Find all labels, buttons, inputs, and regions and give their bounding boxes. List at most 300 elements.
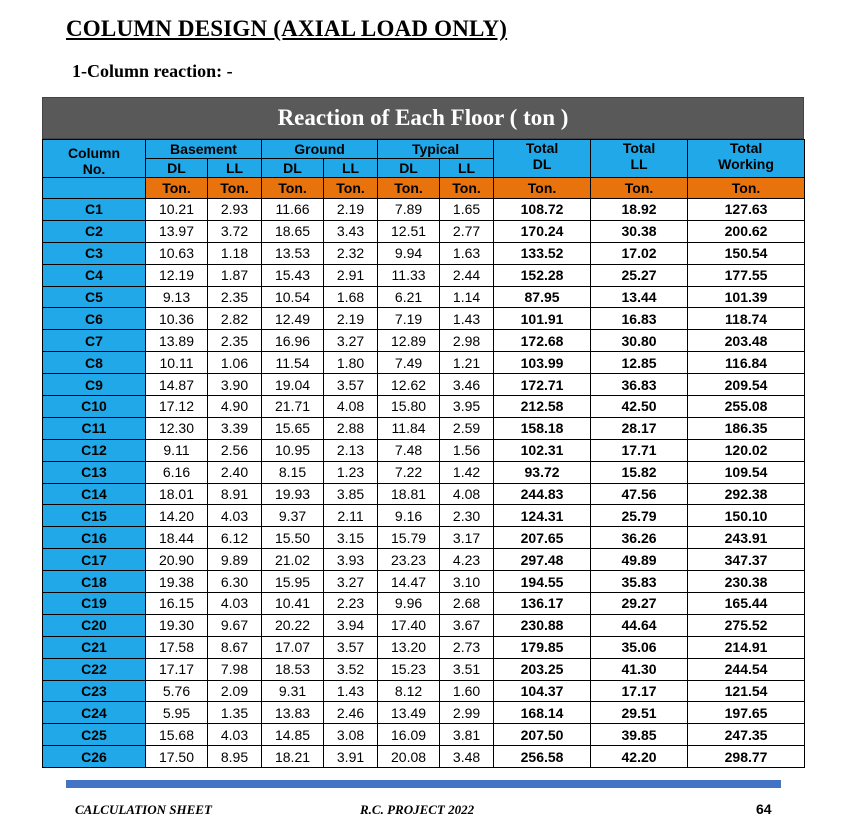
cell-total-ll: 29.27	[591, 593, 688, 615]
cell-ground-dl: 21.02	[262, 549, 324, 571]
cell-ground-ll: 3.57	[324, 636, 378, 658]
header-total-ll-line1: Total	[622, 140, 656, 156]
cell-column-id: C20	[43, 614, 146, 636]
cell-total-dl: 194.55	[494, 571, 591, 593]
cell-column-id: C3	[43, 242, 146, 264]
cell-ground-dl: 13.53	[262, 242, 324, 264]
cell-basement-ll: 8.91	[208, 483, 262, 505]
cell-basement-dl: 10.11	[146, 352, 208, 374]
cell-ground-dl: 13.83	[262, 702, 324, 724]
cell-basement-dl: 17.12	[146, 396, 208, 418]
cell-total-ll: 17.02	[591, 242, 688, 264]
cell-typical-dl: 13.49	[378, 702, 440, 724]
cell-basement-dl: 10.36	[146, 308, 208, 330]
cell-total-ll: 12.85	[591, 352, 688, 374]
cell-total-dl: 297.48	[494, 549, 591, 571]
cell-typical-ll: 2.99	[440, 702, 494, 724]
cell-total-working: 275.52	[688, 614, 805, 636]
cell-total-ll: 30.80	[591, 330, 688, 352]
cell-total-dl: 104.37	[494, 680, 591, 702]
cell-typical-dl: 12.89	[378, 330, 440, 352]
header-total-working-line1: Total	[729, 140, 763, 156]
cell-typical-dl: 7.19	[378, 308, 440, 330]
cell-basement-ll: 9.67	[208, 614, 262, 636]
header-ground-ll: LL	[324, 159, 378, 178]
cell-total-dl: 124.31	[494, 505, 591, 527]
cell-ground-ll: 3.93	[324, 549, 378, 571]
table-row	[43, 308, 805, 330]
cell-basement-dl: 12.30	[146, 417, 208, 439]
cell-total-dl: 212.58	[494, 396, 591, 418]
cell-ground-dl: 9.37	[262, 505, 324, 527]
table-row	[43, 593, 805, 615]
page-number: 64	[756, 801, 772, 817]
table-row	[43, 396, 805, 418]
cell-ground-ll: 2.23	[324, 593, 378, 615]
unit-cell: Ton.	[208, 178, 262, 199]
cell-column-id: C17	[43, 549, 146, 571]
cell-column-id: C15	[43, 505, 146, 527]
cell-ground-dl: 11.54	[262, 352, 324, 374]
cell-typical-dl: 12.51	[378, 220, 440, 242]
unit-cell: Ton.	[688, 178, 805, 199]
table-row	[43, 461, 805, 483]
cell-total-ll: 35.06	[591, 636, 688, 658]
cell-typical-dl: 9.94	[378, 242, 440, 264]
cell-total-working: 347.37	[688, 549, 805, 571]
reaction-table-container	[42, 97, 804, 768]
reaction-table-body	[43, 199, 805, 768]
cell-typical-ll: 3.51	[440, 658, 494, 680]
cell-total-ll: 29.51	[591, 702, 688, 724]
cell-basement-dl: 10.63	[146, 242, 208, 264]
cell-typical-dl: 23.23	[378, 549, 440, 571]
table-banner: Reaction of Each Floor ( ton )	[42, 97, 804, 139]
cell-ground-dl: 18.65	[262, 220, 324, 242]
cell-basement-ll: 2.09	[208, 680, 262, 702]
cell-basement-dl: 16.15	[146, 593, 208, 615]
cell-basement-dl: 9.11	[146, 439, 208, 461]
cell-column-id: C7	[43, 330, 146, 352]
cell-ground-ll: 3.08	[324, 724, 378, 746]
cell-basement-ll: 4.03	[208, 593, 262, 615]
cell-typical-ll: 3.46	[440, 374, 494, 396]
cell-basement-ll: 1.18	[208, 242, 262, 264]
cell-total-dl: 207.50	[494, 724, 591, 746]
unit-cell: Ton.	[262, 178, 324, 199]
cell-column-id: C12	[43, 439, 146, 461]
cell-total-working: 200.62	[688, 220, 805, 242]
cell-typical-ll: 1.56	[440, 439, 494, 461]
unit-cell: Ton.	[591, 178, 688, 199]
cell-typical-ll: 4.23	[440, 549, 494, 571]
header-total-dl-line1: Total	[525, 140, 559, 156]
cell-total-ll: 47.56	[591, 483, 688, 505]
cell-ground-ll: 2.91	[324, 264, 378, 286]
table-row	[43, 702, 805, 724]
table-row	[43, 746, 805, 768]
cell-basement-dl: 14.87	[146, 374, 208, 396]
cell-ground-ll: 3.91	[324, 746, 378, 768]
unit-row	[43, 178, 805, 199]
cell-basement-ll: 3.90	[208, 374, 262, 396]
header-ground: Ground	[262, 140, 378, 159]
cell-typical-dl: 14.47	[378, 571, 440, 593]
cell-total-working: 292.38	[688, 483, 805, 505]
cell-basement-dl: 9.13	[146, 286, 208, 308]
header-no-label: No.	[82, 161, 106, 177]
cell-basement-dl: 5.95	[146, 702, 208, 724]
cell-typical-ll: 3.48	[440, 746, 494, 768]
cell-typical-ll: 2.59	[440, 417, 494, 439]
table-row	[43, 352, 805, 374]
cell-column-id: C2	[43, 220, 146, 242]
cell-column-id: C24	[43, 702, 146, 724]
cell-typical-dl: 15.23	[378, 658, 440, 680]
cell-basement-ll: 4.90	[208, 396, 262, 418]
cell-typical-dl: 20.08	[378, 746, 440, 768]
cell-typical-dl: 15.79	[378, 527, 440, 549]
cell-total-dl: 101.91	[494, 308, 591, 330]
cell-typical-ll: 1.63	[440, 242, 494, 264]
cell-ground-dl: 18.21	[262, 746, 324, 768]
cell-ground-dl: 16.96	[262, 330, 324, 352]
cell-total-ll: 36.26	[591, 527, 688, 549]
cell-typical-dl: 17.40	[378, 614, 440, 636]
cell-typical-dl: 16.09	[378, 724, 440, 746]
cell-ground-ll: 1.80	[324, 352, 378, 374]
header-column-label: Column	[67, 145, 121, 161]
cell-column-id: C5	[43, 286, 146, 308]
cell-column-id: C19	[43, 593, 146, 615]
cell-column-id: C13	[43, 461, 146, 483]
cell-total-dl: 136.17	[494, 593, 591, 615]
cell-total-working: 244.54	[688, 658, 805, 680]
cell-typical-dl: 11.84	[378, 417, 440, 439]
cell-typical-ll: 3.81	[440, 724, 494, 746]
table-row	[43, 636, 805, 658]
cell-total-dl: 102.31	[494, 439, 591, 461]
cell-total-working: 298.77	[688, 746, 805, 768]
cell-column-id: C9	[43, 374, 146, 396]
cell-basement-ll: 3.72	[208, 220, 262, 242]
header-total-dl-line2: DL	[532, 156, 552, 172]
cell-basement-ll: 1.06	[208, 352, 262, 374]
cell-ground-dl: 19.04	[262, 374, 324, 396]
unit-cell: Ton.	[494, 178, 591, 199]
cell-column-id: C18	[43, 571, 146, 593]
cell-ground-ll: 2.11	[324, 505, 378, 527]
cell-total-ll: 42.50	[591, 396, 688, 418]
cell-column-id: C23	[43, 680, 146, 702]
unit-cell: Ton.	[324, 178, 378, 199]
cell-ground-ll: 2.46	[324, 702, 378, 724]
cell-typical-dl: 7.49	[378, 352, 440, 374]
header-typical: Typical	[378, 140, 494, 159]
cell-basement-ll: 8.67	[208, 636, 262, 658]
cell-total-working: 150.54	[688, 242, 805, 264]
cell-basement-dl: 18.44	[146, 527, 208, 549]
cell-total-dl: 203.25	[494, 658, 591, 680]
cell-total-dl: 207.65	[494, 527, 591, 549]
cell-ground-ll: 3.94	[324, 614, 378, 636]
cell-ground-dl: 14.85	[262, 724, 324, 746]
cell-total-ll: 42.20	[591, 746, 688, 768]
cell-typical-ll: 3.67	[440, 614, 494, 636]
unit-cell: Ton.	[378, 178, 440, 199]
table-row	[43, 374, 805, 396]
header-total-ll	[591, 140, 688, 178]
cell-column-id: C8	[43, 352, 146, 374]
header-column-no	[43, 140, 146, 178]
cell-ground-dl: 17.07	[262, 636, 324, 658]
footer-rule	[66, 780, 781, 788]
cell-total-ll: 49.89	[591, 549, 688, 571]
cell-typical-dl: 9.96	[378, 593, 440, 615]
cell-typical-ll: 3.10	[440, 571, 494, 593]
header-typical-dl: DL	[378, 159, 440, 178]
cell-basement-dl: 5.76	[146, 680, 208, 702]
cell-typical-ll: 1.21	[440, 352, 494, 374]
cell-typical-dl: 7.48	[378, 439, 440, 461]
footer-sheet-label: CALCULATION SHEET	[75, 802, 212, 817]
cell-total-dl: 158.18	[494, 417, 591, 439]
header-basement-ll: LL	[208, 159, 262, 178]
cell-typical-dl: 6.21	[378, 286, 440, 308]
cell-total-ll: 39.85	[591, 724, 688, 746]
cell-column-id: C25	[43, 724, 146, 746]
cell-basement-dl: 13.89	[146, 330, 208, 352]
cell-total-ll: 13.44	[591, 286, 688, 308]
cell-basement-ll: 2.56	[208, 439, 262, 461]
cell-basement-dl: 14.20	[146, 505, 208, 527]
cell-ground-ll: 1.43	[324, 680, 378, 702]
cell-total-working: 230.38	[688, 571, 805, 593]
cell-column-id: C4	[43, 264, 146, 286]
cell-total-ll: 28.17	[591, 417, 688, 439]
cell-ground-dl: 9.31	[262, 680, 324, 702]
cell-basement-ll: 6.30	[208, 571, 262, 593]
cell-column-id: C16	[43, 527, 146, 549]
cell-basement-dl: 17.50	[146, 746, 208, 768]
cell-typical-dl: 11.33	[378, 264, 440, 286]
unit-cell: Ton.	[146, 178, 208, 199]
cell-total-dl: 170.24	[494, 220, 591, 242]
unit-column-blank	[43, 178, 146, 199]
cell-ground-dl: 21.71	[262, 396, 324, 418]
table-row	[43, 242, 805, 264]
cell-basement-ll: 4.03	[208, 724, 262, 746]
table-row	[43, 680, 805, 702]
cell-ground-ll: 3.27	[324, 330, 378, 352]
cell-column-id: C26	[43, 746, 146, 768]
cell-total-working: 101.39	[688, 286, 805, 308]
reaction-table	[42, 139, 805, 768]
cell-ground-dl: 15.43	[262, 264, 324, 286]
cell-typical-ll: 1.42	[440, 461, 494, 483]
cell-total-ll: 15.82	[591, 461, 688, 483]
cell-total-dl: 256.58	[494, 746, 591, 768]
cell-basement-ll: 4.03	[208, 505, 262, 527]
cell-ground-ll: 2.88	[324, 417, 378, 439]
cell-basement-dl: 19.30	[146, 614, 208, 636]
cell-ground-ll: 3.27	[324, 571, 378, 593]
cell-ground-ll: 1.23	[324, 461, 378, 483]
cell-ground-dl: 15.65	[262, 417, 324, 439]
cell-total-ll: 25.79	[591, 505, 688, 527]
cell-total-working: 121.54	[688, 680, 805, 702]
cell-ground-dl: 12.49	[262, 308, 324, 330]
cell-total-dl: 152.28	[494, 264, 591, 286]
cell-typical-dl: 7.89	[378, 199, 440, 221]
table-row	[43, 417, 805, 439]
table-row	[43, 571, 805, 593]
cell-total-dl: 179.85	[494, 636, 591, 658]
cell-typical-ll: 3.17	[440, 527, 494, 549]
cell-total-working: 197.65	[688, 702, 805, 724]
table-row	[43, 658, 805, 680]
cell-typical-ll: 3.95	[440, 396, 494, 418]
table-row	[43, 439, 805, 461]
cell-basement-dl: 17.17	[146, 658, 208, 680]
cell-total-dl: 168.14	[494, 702, 591, 724]
table-row	[43, 264, 805, 286]
cell-column-id: C10	[43, 396, 146, 418]
cell-basement-ll: 2.40	[208, 461, 262, 483]
cell-total-working: 109.54	[688, 461, 805, 483]
cell-typical-dl: 13.20	[378, 636, 440, 658]
cell-ground-ll: 3.43	[324, 220, 378, 242]
cell-basement-ll: 2.35	[208, 286, 262, 308]
cell-basement-dl: 6.16	[146, 461, 208, 483]
cell-typical-ll: 4.08	[440, 483, 494, 505]
cell-ground-dl: 18.53	[262, 658, 324, 680]
cell-typical-dl: 15.80	[378, 396, 440, 418]
cell-total-dl: 244.83	[494, 483, 591, 505]
cell-basement-ll: 7.98	[208, 658, 262, 680]
cell-total-ll: 25.27	[591, 264, 688, 286]
table-row	[43, 614, 805, 636]
cell-column-id: C14	[43, 483, 146, 505]
cell-total-ll: 18.92	[591, 199, 688, 221]
cell-typical-dl: 8.12	[378, 680, 440, 702]
cell-column-id: C11	[43, 417, 146, 439]
cell-basement-dl: 17.58	[146, 636, 208, 658]
cell-basement-ll: 2.93	[208, 199, 262, 221]
header-total-dl	[494, 140, 591, 178]
table-row	[43, 549, 805, 571]
cell-total-dl: 133.52	[494, 242, 591, 264]
cell-ground-ll: 3.52	[324, 658, 378, 680]
table-row	[43, 505, 805, 527]
cell-ground-ll: 4.08	[324, 396, 378, 418]
cell-total-working: 255.08	[688, 396, 805, 418]
cell-ground-dl: 20.22	[262, 614, 324, 636]
cell-typical-ll: 1.14	[440, 286, 494, 308]
table-row	[43, 220, 805, 242]
cell-typical-ll: 2.30	[440, 505, 494, 527]
cell-total-dl: 87.95	[494, 286, 591, 308]
cell-total-ll: 44.64	[591, 614, 688, 636]
cell-ground-ll: 3.57	[324, 374, 378, 396]
cell-column-id: C1	[43, 199, 146, 221]
cell-total-ll: 36.83	[591, 374, 688, 396]
cell-total-working: 177.55	[688, 264, 805, 286]
cell-total-working: 116.84	[688, 352, 805, 374]
cell-basement-ll: 1.87	[208, 264, 262, 286]
cell-basement-ll: 8.95	[208, 746, 262, 768]
cell-total-working: 186.35	[688, 417, 805, 439]
header-total-ll-line2: LL	[630, 156, 648, 172]
cell-typical-ll: 1.60	[440, 680, 494, 702]
cell-basement-ll: 2.35	[208, 330, 262, 352]
cell-total-working: 165.44	[688, 593, 805, 615]
header-total-working	[688, 140, 805, 178]
header-ground-dl: DL	[262, 159, 324, 178]
cell-ground-ll: 1.68	[324, 286, 378, 308]
cell-ground-ll: 3.15	[324, 527, 378, 549]
cell-basement-ll: 3.39	[208, 417, 262, 439]
cell-total-working: 150.10	[688, 505, 805, 527]
cell-ground-ll: 3.85	[324, 483, 378, 505]
table-row	[43, 724, 805, 746]
cell-ground-dl: 10.54	[262, 286, 324, 308]
cell-total-dl: 93.72	[494, 461, 591, 483]
cell-ground-dl: 8.15	[262, 461, 324, 483]
cell-column-id: C21	[43, 636, 146, 658]
cell-typical-ll: 2.98	[440, 330, 494, 352]
cell-total-dl: 172.71	[494, 374, 591, 396]
cell-ground-ll: 2.19	[324, 308, 378, 330]
cell-typical-dl: 7.22	[378, 461, 440, 483]
cell-ground-ll: 2.13	[324, 439, 378, 461]
unit-cell: Ton.	[440, 178, 494, 199]
section-subtitle: 1-Column reaction: -	[72, 61, 233, 81]
cell-total-working: 243.91	[688, 527, 805, 549]
cell-basement-ll: 6.12	[208, 527, 262, 549]
cell-total-dl: 108.72	[494, 199, 591, 221]
cell-typical-ll: 2.77	[440, 220, 494, 242]
header-basement: Basement	[146, 140, 262, 159]
cell-total-dl: 230.88	[494, 614, 591, 636]
cell-basement-dl: 12.19	[146, 264, 208, 286]
cell-total-working: 203.48	[688, 330, 805, 352]
cell-typical-ll: 1.43	[440, 308, 494, 330]
cell-ground-dl: 10.41	[262, 593, 324, 615]
table-row	[43, 527, 805, 549]
cell-ground-ll: 2.19	[324, 199, 378, 221]
cell-total-dl: 172.68	[494, 330, 591, 352]
table-row	[43, 286, 805, 308]
cell-basement-ll: 9.89	[208, 549, 262, 571]
document-title: COLUMN DESIGN (AXIAL LOAD ONLY)	[66, 16, 508, 41]
table-row	[43, 483, 805, 505]
cell-total-ll: 17.71	[591, 439, 688, 461]
cell-ground-dl: 10.95	[262, 439, 324, 461]
cell-column-id: C6	[43, 308, 146, 330]
header-typical-ll: LL	[440, 159, 494, 178]
cell-typical-ll: 2.44	[440, 264, 494, 286]
cell-typical-ll: 1.65	[440, 199, 494, 221]
cell-basement-dl: 20.90	[146, 549, 208, 571]
cell-total-working: 209.54	[688, 374, 805, 396]
cell-total-working: 247.35	[688, 724, 805, 746]
cell-basement-dl: 10.21	[146, 199, 208, 221]
header-total-working-line2: Working	[718, 156, 774, 172]
cell-basement-dl: 13.97	[146, 220, 208, 242]
cell-typical-ll: 2.73	[440, 636, 494, 658]
table-row	[43, 199, 805, 221]
